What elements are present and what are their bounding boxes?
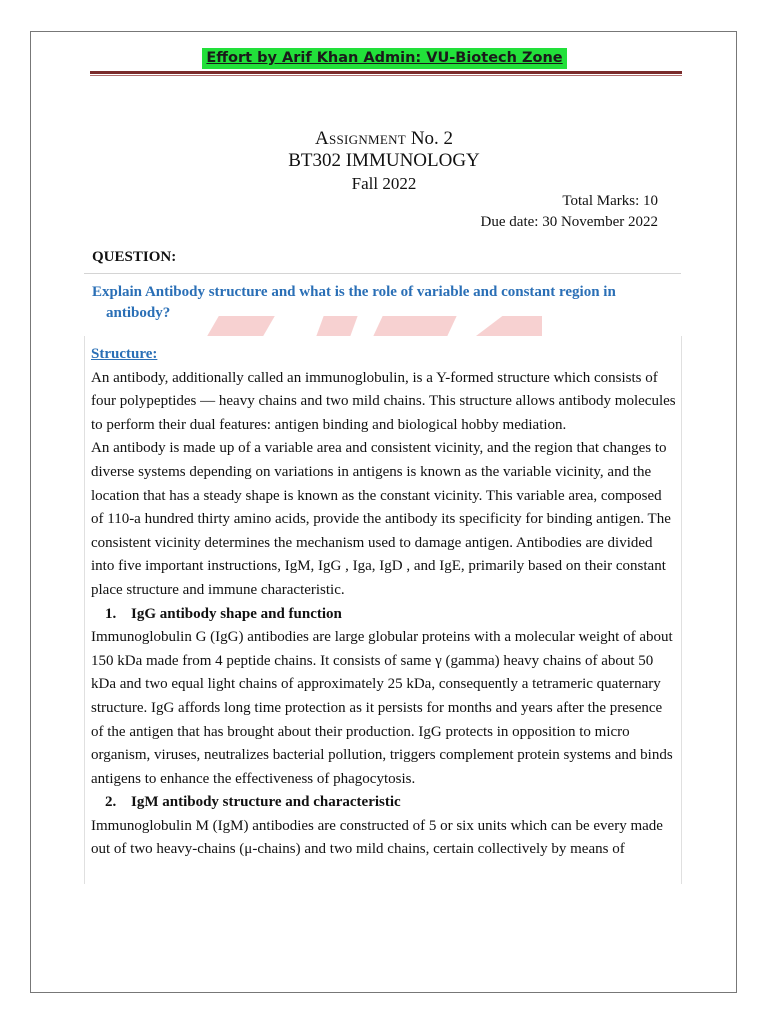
subheading-number: 1. (105, 605, 117, 622)
paragraph-line: diverse systems depending on variations in antigens is known as the variable vicinity, and the (91, 463, 652, 480)
paragraph-line: structure. IgG affords long time protection as it persists for months and years after the presence (91, 699, 663, 716)
course-title: BT302 IMMUNOLOGY (288, 150, 480, 171)
paragraph-line: 150 kDa made from 4 peptide chains. It consists of same γ (gamma) heavy chains of about 50 (91, 652, 654, 669)
question-label: QUESTION: (92, 249, 177, 265)
paragraph-line: kDa and two equal light chains of approximately 25 kDa, consequently a tetrameric quaternary (91, 676, 661, 693)
paragraph-line: Immunoglobulin G (IgG) antibodies are large globular proteins with a molecular weight of about (91, 629, 673, 646)
paragraph-line: into five important instructions, IgM, IgG , Iga, IgD , and IgE, primarily based on their constant (91, 558, 666, 575)
watermark-shape (316, 316, 357, 336)
paragraph-line: place structure and immune characteristic. (91, 581, 345, 598)
subheading-number: 2. (105, 794, 117, 811)
subheading-title: IgG antibody shape and function (131, 605, 342, 622)
paragraph-line: Immunoglobulin M (IgM) antibodies are constructed of 5 or six units which can be every made (91, 817, 663, 834)
paragraph-line: antigens to enhance the effectiveness of phagocytosis. (91, 770, 416, 787)
question-line-1: Explain Antibody structure and what is the role of variable and constant region in (92, 284, 616, 300)
due-date: Due date: 30 November 2022 (480, 214, 658, 230)
author-banner: Effort by Arif Khan Admin: VU-Biotech Zone (202, 48, 567, 69)
paragraph-line: An antibody is made up of a variable area and consistent vicinity, and the region that changes to (91, 440, 667, 457)
watermark-shape (373, 316, 456, 336)
subheading-igm (91, 791, 680, 815)
paragraph-line: An antibody, additionally called an immunoglobulin, is a Y-formed structure which consists of (91, 369, 658, 386)
term: Fall 2022 (351, 174, 417, 193)
question-divider (84, 273, 681, 274)
paragraph-line: to perform their dual features: antigen binding and biological hobby mediation. (91, 416, 567, 433)
header-rule (90, 71, 682, 74)
assignment-title (0, 128, 768, 150)
subheading-igg (91, 603, 680, 627)
total-marks: Total Marks: 10 (562, 193, 658, 209)
paragraph-line: organism, viruses, neutralizes bacterial pollution, triggers complement protein systems and binds (91, 747, 673, 764)
paragraph-line: of 110-a hundred thirty amino acids, provide the antibody its specificity for binding antigen. The (91, 511, 671, 528)
assignment-number: No. 2 (410, 128, 454, 149)
answer-content (91, 343, 680, 862)
paragraph-line: out of two heavy-chains (μ-chains) and two mild chains, certain collectively by means of (91, 841, 625, 858)
question-line-2: antibody? (106, 305, 171, 321)
header-rule-thin (90, 75, 682, 76)
paragraph-line: of the antigen that has brought about their production. IgG protects in opposition to micro (91, 723, 630, 740)
structure-heading: Structure: (91, 346, 158, 362)
paragraph-line: consistent vicinity determines the mechanism used to damage antigen. Antibodies are divided (91, 534, 653, 551)
subheading-title: IgM antibody structure and characteristic (131, 794, 401, 811)
paragraph-line: four polypeptides — heavy chains and two mild chains. This structure allows antibody molecules (91, 393, 676, 410)
watermark-shape (207, 316, 275, 336)
paragraph-line: location that has a steady shape is known as the constant vicinity. This variable area, composed (91, 487, 662, 504)
assignment-prefix: Assignment (314, 128, 407, 149)
